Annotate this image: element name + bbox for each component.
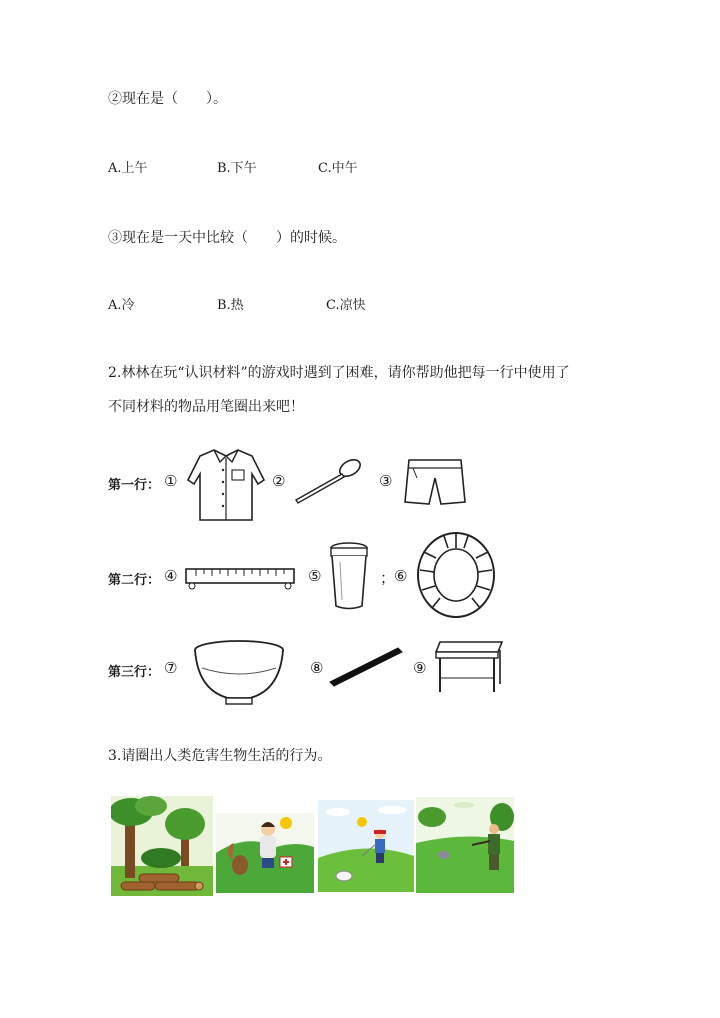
row1-item1-number: ① [164, 472, 178, 490]
q1-sub3-option-b: B.热 [217, 298, 244, 313]
q1-sub2-option-c: C.中午 [318, 161, 358, 176]
row2-label: 第二行： [108, 573, 161, 588]
row3-item3-number: ⑨ [413, 659, 427, 677]
bowl-icon[interactable] [192, 638, 286, 708]
stick-icon[interactable] [328, 644, 404, 688]
q1-sub3-option-a: A.冷 [108, 298, 135, 313]
ruler-icon[interactable] [184, 566, 296, 590]
q1-sub2-option-b: B.下午 [217, 161, 257, 176]
tire-icon[interactable] [414, 530, 498, 620]
row2-separator: ； [380, 569, 396, 587]
shirt-icon[interactable] [186, 446, 266, 524]
spoon-icon[interactable] [292, 456, 364, 506]
row2-item3-number: ⑥ [394, 567, 408, 585]
q3-stem: 3.请圈出人类危害生物生活的行为。 [108, 748, 332, 764]
row3-item1-number: ⑦ [164, 659, 178, 677]
q2-stem-line2: 不同材料的物品用笔圈出来吧！ [108, 399, 304, 415]
row1-item2-number: ② [272, 472, 286, 490]
row1-label: 第一行： [108, 478, 161, 493]
table-icon[interactable] [432, 638, 506, 696]
row1-item3-number: ③ [379, 472, 393, 490]
child-helping-squirrel-scene[interactable] [216, 813, 314, 893]
cup-icon[interactable] [326, 540, 372, 612]
q2-stem-line1: 2.林林在玩“认识材料”的游戏时遇到了困难，请你帮助他把每一行中使用了 [108, 365, 570, 381]
q1-sub3-option-c: C.凉快 [326, 298, 366, 313]
row2-item1-number: ④ [164, 567, 178, 585]
row2-item2-number: ⑤ [308, 567, 322, 585]
hunter-shooting-scene[interactable] [416, 797, 514, 893]
row3-label: 第三行： [108, 665, 161, 680]
cut-trees-scene[interactable] [111, 796, 213, 896]
child-fishing-scene[interactable] [318, 800, 414, 892]
q1-sub2-stem: ②现在是（ ）。 [108, 91, 227, 107]
q1-sub2-option-a: A.上午 [108, 161, 148, 176]
row3-item2-number: ⑧ [310, 659, 324, 677]
shorts-icon[interactable] [403, 456, 467, 508]
q1-sub3-stem: ③现在是一天中比较（ ）的时候。 [108, 230, 346, 246]
